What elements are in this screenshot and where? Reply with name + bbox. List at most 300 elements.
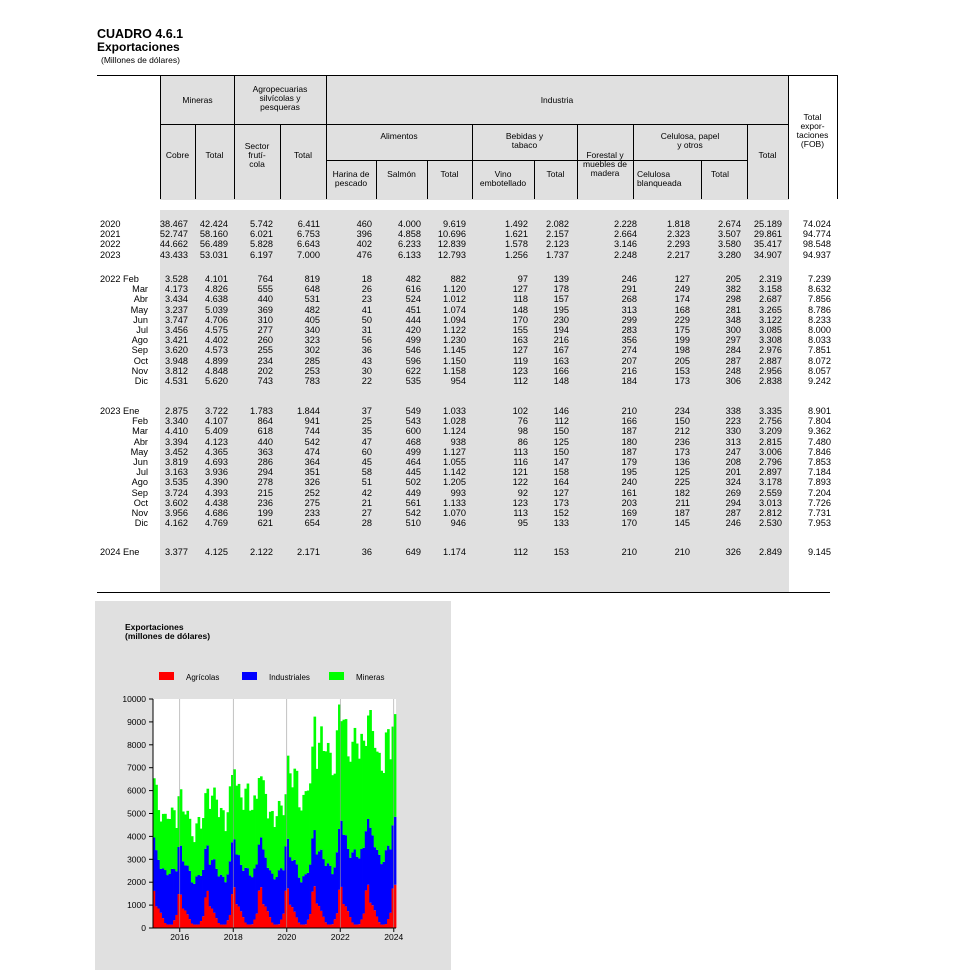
row-month: May	[130, 446, 148, 457]
table-cell: 285	[304, 355, 320, 366]
table-cell: 102	[512, 406, 528, 416]
table-cell: 946	[450, 518, 466, 529]
table-cell: 294	[725, 497, 741, 508]
table-cell: 618	[257, 426, 273, 437]
header-alimentos: Alimentos	[380, 131, 418, 141]
chart-legend	[159, 672, 384, 682]
table-cell: 215	[257, 487, 273, 498]
table-cell: 211	[675, 497, 690, 508]
x-tick-label: 2016	[170, 932, 190, 942]
table-cell: 247	[725, 446, 741, 457]
table-cell: 535	[405, 376, 421, 386]
table-cell: 542	[304, 436, 320, 447]
table-cell: 4.101	[205, 274, 228, 284]
table-cell: 136	[674, 457, 690, 467]
table-cell: 8.786	[808, 304, 831, 315]
table-cell: 4.173	[165, 284, 188, 295]
header-agro-total: Total	[294, 150, 312, 160]
table-cell: 216	[553, 335, 569, 346]
table-cell: 6.411	[297, 219, 320, 229]
table-row	[0, 518, 960, 528]
table-cell: 440	[257, 436, 273, 447]
table-cell: 764	[257, 274, 273, 284]
header-mineras-total: Total	[205, 150, 224, 160]
table-row	[0, 274, 960, 284]
table-cell: 1.142	[443, 467, 466, 478]
table-cell: 210	[674, 547, 690, 557]
table-cell: 323	[304, 335, 320, 346]
table-cell: 7.726	[808, 497, 831, 508]
table-cell: 234	[257, 355, 273, 366]
table-cell: 561	[405, 497, 421, 508]
table-cell: 3.237	[165, 304, 188, 315]
header-industria-total: Total	[758, 150, 777, 160]
exports-chart	[95, 601, 451, 970]
table-cell: 2.849	[759, 547, 782, 557]
row-label: 2023	[100, 249, 121, 260]
table-cell: 4.402	[205, 335, 228, 346]
table-cell: 3.602	[165, 497, 188, 508]
table-cell: 941	[304, 416, 320, 427]
table-cell: 5.742	[250, 219, 273, 229]
table-cell: 58.160	[199, 229, 228, 240]
header-low-rule	[326, 160, 747, 161]
table-cell: 113	[513, 508, 528, 518]
table-cell: 127	[553, 487, 569, 498]
header-line: y otros	[677, 139, 703, 150]
table-cell: 274	[621, 345, 637, 356]
table-cell: 7.000	[297, 249, 320, 260]
table-cell: 2.123	[546, 239, 569, 250]
table-row	[0, 426, 960, 436]
table-cell: 203	[621, 497, 637, 508]
table-cell: 3.580	[718, 239, 741, 250]
table-cell: 246	[725, 518, 741, 529]
table-cell: 476	[356, 249, 372, 260]
table-cell: 3.158	[759, 284, 782, 295]
table-cell: 199	[674, 335, 690, 346]
table-cell: 187	[674, 508, 690, 518]
table-cell: 3.006	[759, 446, 782, 457]
table-cell: 210	[621, 547, 637, 557]
table-cell: 482	[405, 274, 421, 284]
table-cell: 249	[674, 284, 690, 295]
col-divider	[701, 160, 702, 199]
y-tick-label: 4000	[127, 831, 146, 842]
table-row	[0, 325, 960, 335]
table-cell: 1.737	[546, 249, 569, 260]
table-cell: 1.844	[297, 406, 320, 416]
table-cell: 340	[304, 325, 320, 335]
table-cell: 284	[725, 345, 741, 356]
row-month: Dic	[134, 518, 148, 529]
table-cell: 482	[304, 304, 320, 315]
table-cell: 2.559	[759, 487, 782, 498]
table-cell: 174	[674, 294, 690, 305]
table-cell: 1.256	[505, 249, 528, 260]
table-row	[0, 477, 960, 487]
table-cell: 252	[304, 487, 320, 498]
table-cell: 38.467	[159, 219, 188, 229]
table-cell: 1.070	[443, 508, 466, 518]
table-cell: 287	[725, 355, 741, 366]
table-cell: 44.662	[159, 239, 188, 250]
table-cell: 7.953	[808, 518, 831, 529]
header-line: Celulosa	[637, 169, 671, 179]
table-cell: 1.492	[505, 219, 528, 229]
table-row	[0, 467, 960, 477]
table-cell: 468	[405, 436, 421, 447]
table-cell: 95	[517, 518, 528, 529]
table-cell: 212	[674, 426, 690, 437]
table-cell: 27	[361, 508, 372, 518]
table-cell: 121	[512, 467, 528, 478]
table-cell: 25.189	[753, 219, 782, 229]
table-cell: 118	[513, 294, 528, 305]
table-cell: 195	[621, 467, 637, 478]
table-cell: 35	[361, 426, 372, 437]
table-cell: 291	[621, 284, 637, 295]
table-cell: 210	[621, 406, 637, 416]
table-cell: 3.812	[165, 365, 188, 376]
table-cell: 364	[304, 457, 320, 467]
table-cell: 510	[405, 518, 421, 529]
table-row	[0, 239, 960, 249]
legend-swatch	[242, 672, 257, 680]
bar-segment	[394, 885, 397, 928]
table-cell: 122	[512, 477, 528, 488]
table-cell: 4.686	[205, 508, 228, 518]
table-cell: 187	[621, 426, 637, 437]
header-alimentos-total: Total	[440, 169, 459, 179]
table-code: CUADRO 4.6.1	[97, 27, 184, 41]
table-row	[0, 250, 960, 260]
header-total-export	[788, 113, 837, 149]
table-cell: 444	[405, 314, 421, 325]
table-cell: 94.774	[802, 229, 831, 240]
table-cell: 3.265	[759, 304, 782, 315]
table-cell: 161	[621, 487, 637, 498]
table-cell: 229	[674, 314, 690, 325]
table-cell: 166	[621, 416, 637, 427]
table-cell: 202	[257, 365, 273, 376]
table-cell: 56	[361, 335, 372, 346]
table-cell: 4.365	[205, 446, 228, 457]
table-cell: 6.197	[250, 249, 273, 260]
table-cell: 382	[725, 284, 741, 295]
table-cell: 133	[553, 518, 569, 529]
row-month: Dic	[134, 376, 148, 386]
table-cell: 2.815	[759, 436, 782, 447]
table-cell: 882	[450, 274, 466, 284]
table-cell: 1.074	[443, 304, 466, 315]
table-cell: 420	[405, 325, 421, 335]
header-total-export-line: expor-	[800, 120, 825, 131]
table-cell: 1.158	[443, 365, 466, 376]
header-agro-line: pesqueras	[260, 101, 300, 112]
row-label: 2020	[100, 219, 121, 229]
table-cell: 310	[257, 314, 273, 325]
table-cell: 2.976	[759, 345, 782, 356]
table-cell: 173	[553, 497, 569, 508]
table-cell: 169	[621, 508, 637, 518]
table-cell: 12.793	[437, 249, 466, 260]
table-row	[0, 406, 960, 416]
col-divider	[160, 75, 161, 199]
header-bebidas	[472, 132, 577, 150]
table-cell: 1.120	[443, 284, 466, 295]
table-cell: 184	[621, 376, 637, 386]
table-cell: 2.122	[250, 547, 273, 557]
table-cell: 9.242	[808, 376, 831, 386]
table-cell: 7.480	[808, 436, 831, 447]
table-cell: 58	[361, 467, 372, 478]
table-cell: 148	[553, 376, 569, 386]
table-cell: 1.012	[443, 294, 466, 305]
table-row	[0, 219, 960, 229]
table-cell: 7.846	[808, 446, 831, 457]
table-cell: 7.853	[808, 457, 831, 467]
table-cell: 4.858	[398, 229, 421, 240]
chart-subtitle: (millones de dólares)	[125, 631, 211, 641]
table-row	[0, 508, 960, 518]
table-cell: 2.530	[759, 518, 782, 529]
table-cell: 3.421	[165, 335, 188, 346]
table-cell: 4.531	[165, 376, 188, 386]
header-celulosa-total: Total	[711, 169, 729, 179]
table-cell: 4.123	[205, 436, 228, 447]
bar-segment	[394, 817, 397, 885]
table-cell: 2.664	[614, 229, 637, 240]
table-row	[0, 457, 960, 467]
table-cell: 4.000	[398, 219, 421, 229]
table-cell: 351	[304, 467, 320, 478]
table-cell: 1.055	[443, 457, 466, 467]
row-month: Oct	[133, 355, 148, 366]
table-row	[0, 547, 960, 557]
header-forestal	[577, 151, 633, 178]
table-cell: 1.621	[505, 229, 528, 240]
table-cell: 4.573	[205, 345, 228, 356]
y-tick-label: 8000	[127, 739, 146, 750]
table-cell: 286	[257, 457, 273, 467]
row-month: Abr	[133, 294, 148, 305]
row-month: Nov	[131, 365, 148, 376]
table-cell: 3.747	[165, 314, 188, 325]
table-row	[0, 356, 960, 366]
table-cell: 255	[257, 345, 273, 356]
header-agro-line: silvícolas y	[259, 92, 301, 103]
row-month: Sep	[131, 487, 148, 498]
table-cell: 26	[361, 284, 372, 295]
table-row	[0, 294, 960, 304]
table-cell: 5.620	[205, 376, 228, 386]
table-cell: 324	[725, 477, 741, 488]
table-cell: 299	[621, 314, 637, 325]
table-cell: 622	[405, 365, 421, 376]
table-cell: 330	[725, 426, 741, 437]
table-row	[0, 498, 960, 508]
col-divider	[376, 160, 377, 199]
table-cell: 3.535	[165, 477, 188, 488]
table-cell: 163	[553, 355, 569, 366]
table-cell: 170	[621, 518, 637, 529]
table-cell: 3.620	[165, 345, 188, 356]
header-line: Vino	[494, 169, 512, 179]
table-cell: 7.804	[808, 416, 831, 427]
table-cell: 2.756	[759, 416, 782, 427]
col-divider	[280, 124, 281, 199]
table-cell: 260	[257, 335, 273, 346]
table-cell: 173	[674, 376, 690, 386]
table-cell: 233	[304, 508, 320, 518]
table-cell: 6.133	[398, 249, 421, 260]
table-cell: 3.209	[759, 426, 782, 437]
table-cell: 474	[304, 446, 320, 457]
table-cell: 9.145	[808, 547, 831, 557]
table-cell: 4.390	[205, 477, 228, 488]
table-cell: 97	[517, 274, 528, 284]
table-cell: 460	[356, 219, 372, 229]
table-cell: 173	[674, 446, 690, 457]
header-line: frutí-	[248, 149, 266, 160]
col-divider	[747, 124, 748, 199]
header-line: Bebidas y	[505, 131, 544, 141]
table-cell: 402	[356, 239, 372, 250]
table-cell: 2.674	[718, 219, 741, 229]
bar-segment	[394, 714, 397, 817]
table-cell: 743	[257, 376, 273, 386]
table-cell: 3.146	[614, 239, 637, 250]
table-cell: 3.948	[165, 355, 188, 366]
table-cell: 396	[356, 229, 372, 240]
table-cell: 53.031	[199, 249, 228, 260]
table-cell: 248	[725, 365, 741, 376]
table-row	[0, 305, 960, 315]
table-cell: 275	[304, 497, 320, 508]
table-cell: 201	[725, 467, 741, 478]
row-month: Mar	[132, 284, 148, 295]
header-line: pescado	[334, 177, 368, 188]
table-cell: 2.687	[759, 294, 782, 305]
table-cell: 41	[361, 304, 372, 315]
table-cell: 112	[513, 547, 528, 557]
table-cell: 8.233	[808, 314, 831, 325]
table-row	[0, 366, 960, 376]
table-cell: 4.638	[205, 294, 228, 305]
table-cell: 152	[553, 508, 569, 518]
table-cell: 146	[553, 406, 569, 416]
table-cell: 207	[621, 355, 637, 366]
table-cell: 7.856	[808, 294, 831, 305]
row-month: Jun	[133, 314, 148, 325]
table-cell: 112	[554, 416, 569, 427]
table-cell: 8.000	[808, 325, 831, 335]
table-cell: 2.319	[759, 274, 782, 284]
table-cell: 119	[513, 355, 528, 366]
table-cell: 198	[674, 345, 690, 356]
table-cell: 524	[405, 294, 421, 305]
row-month: Ago	[131, 335, 148, 346]
table-cell: 8.632	[808, 284, 831, 295]
table-cell: 4.848	[205, 365, 228, 376]
table-cell: 2.171	[297, 547, 320, 557]
table-cell: 8.072	[808, 355, 831, 366]
table-cell: 7.239	[808, 274, 831, 284]
header-line: blanqueada	[637, 177, 682, 188]
table-cell: 2.228	[614, 219, 637, 229]
header-line: Sector	[244, 141, 270, 151]
table-cell: 294	[257, 467, 273, 478]
table-cell: 8.057	[808, 365, 831, 376]
table-cell: 139	[553, 274, 569, 284]
table-cell: 23	[361, 294, 372, 305]
table-cell: 4.826	[205, 284, 228, 295]
table-cell: 3.819	[165, 457, 188, 467]
table-cell: 230	[553, 314, 569, 325]
table-cell: 216	[621, 365, 637, 376]
table-cell: 326	[725, 547, 741, 557]
table-cell: 3.163	[165, 467, 188, 478]
header-line: madera	[590, 167, 620, 178]
y-tick-label: 5000	[127, 808, 146, 819]
table-cell: 819	[304, 274, 320, 284]
header-line: cola	[249, 158, 265, 169]
table-cell: 2.323	[667, 229, 690, 240]
table-title: Exportaciones	[97, 39, 180, 54]
table-cell: 300	[725, 325, 741, 335]
table-cell: 34.907	[753, 249, 782, 260]
table-cell: 1.122	[443, 325, 466, 335]
table-cell: 52.747	[159, 229, 188, 240]
table-cell: 225	[674, 477, 690, 488]
table-row	[0, 488, 960, 498]
table-cell: 35.417	[753, 239, 782, 250]
legend-label: Agrícolas	[186, 673, 220, 682]
table-cell: 1.028	[443, 416, 466, 427]
table-cell: 744	[304, 426, 320, 437]
row-month: Jun	[133, 457, 148, 467]
table-cell: 42.424	[199, 219, 228, 229]
table-cell: 195	[553, 304, 569, 315]
table-cell: 86	[517, 436, 528, 447]
table-cell: 4.706	[205, 314, 228, 325]
table-cell: 363	[257, 446, 273, 457]
legend-swatch	[329, 672, 344, 680]
x-tick-label: 2018	[223, 932, 243, 942]
col-divider	[837, 75, 838, 199]
header-agro-line: Agropecuarias	[252, 84, 308, 94]
table-cell: 28	[361, 518, 372, 529]
table-cell: 993	[450, 487, 466, 498]
table-cell: 555	[257, 284, 273, 295]
table-cell: 7.731	[808, 508, 831, 518]
table-cell: 43.433	[159, 249, 188, 260]
x-tick-label: 2022	[330, 932, 350, 942]
table-cell: 153	[674, 365, 690, 376]
table-cell: 3.377	[165, 547, 188, 557]
col-divider	[195, 124, 196, 199]
header-total-export-line: Total	[803, 112, 822, 122]
table-cell: 783	[304, 376, 320, 386]
header-total-export-line: taciones	[796, 129, 829, 140]
table-cell: 98	[517, 426, 528, 437]
table-bottom-rule	[97, 592, 830, 593]
table-cell: 21	[361, 497, 372, 508]
table-cell: 281	[725, 304, 741, 315]
header-harina	[326, 170, 376, 188]
table-cell: 3.456	[165, 325, 188, 335]
